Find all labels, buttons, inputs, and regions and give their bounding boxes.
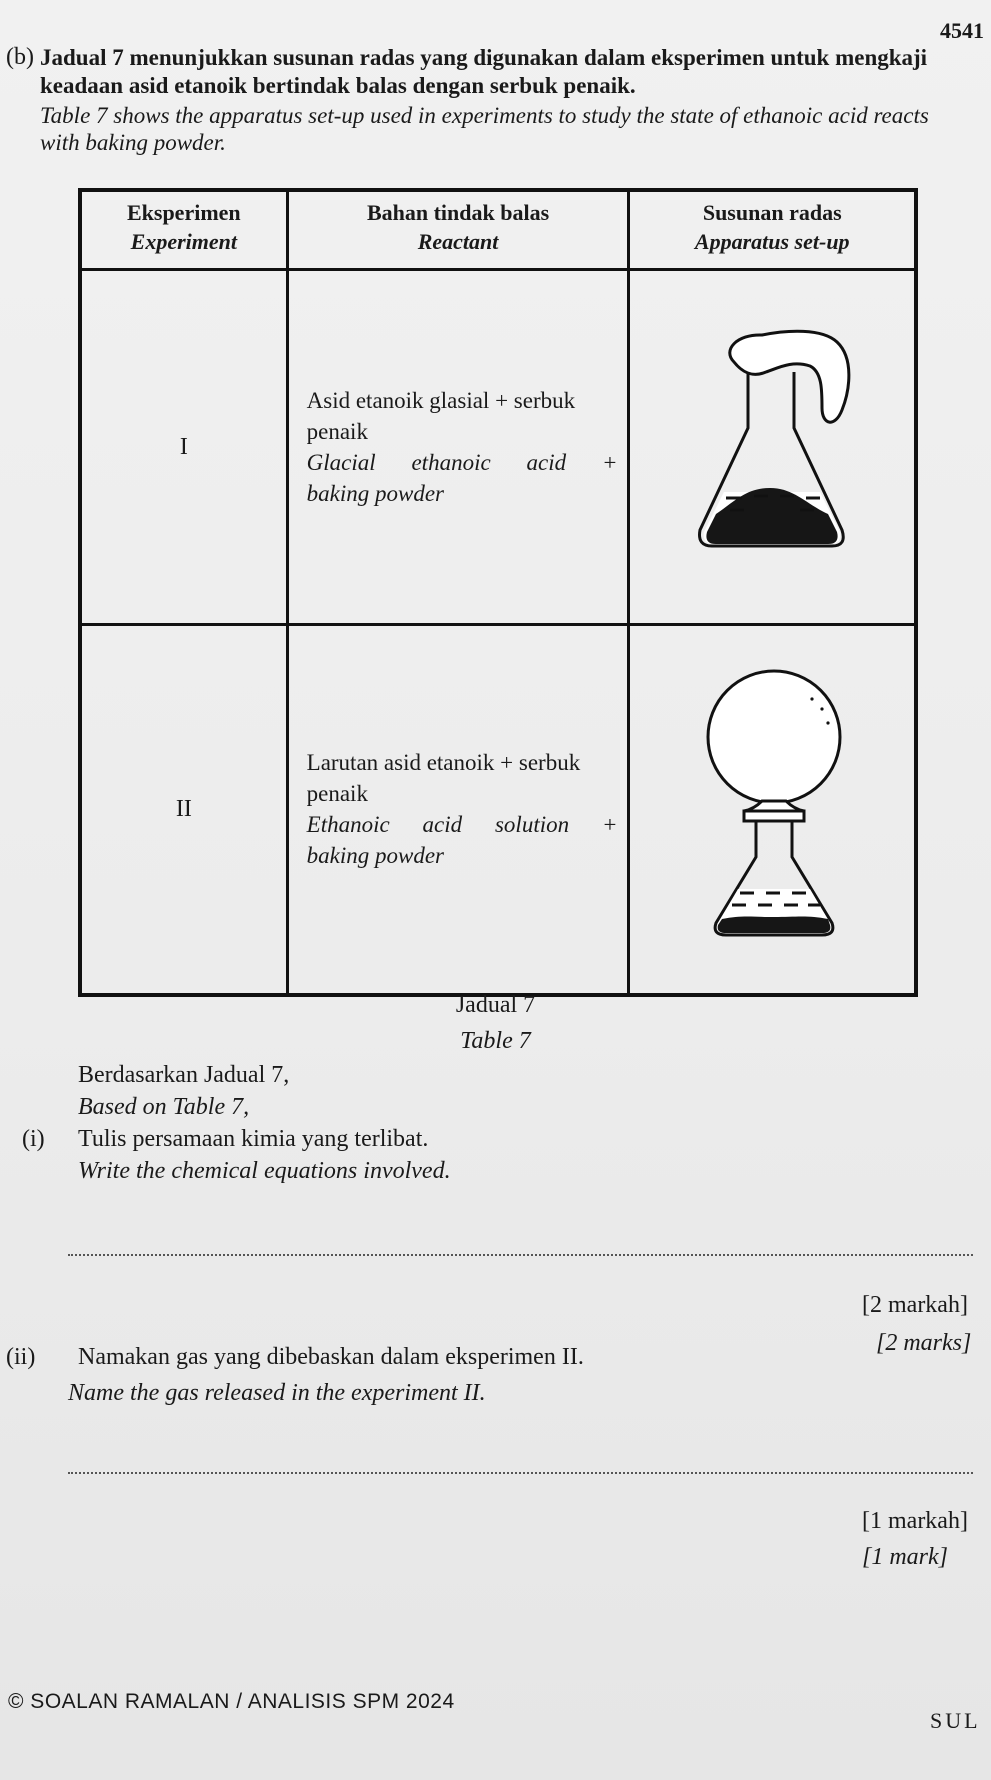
header-apparatus <box>629 190 916 270</box>
header-experiment <box>80 190 287 270</box>
table-row <box>80 270 916 625</box>
table-row <box>80 625 916 995</box>
header-apparatus-en: Apparatus set-up <box>694 229 850 254</box>
reactant-en-line2: baking powder <box>306 843 444 869</box>
reactant-ms: Larutan asid etanoik + serbuk penaik <box>306 750 581 807</box>
experiment-number: II <box>80 625 287 995</box>
table-caption-ms: Jadual 7 <box>455 992 536 1018</box>
question-label: (b) <box>6 44 34 70</box>
paper-code: 4541 <box>940 18 984 43</box>
reactant-cell <box>287 625 629 995</box>
marks-ii-en: [1 mark] <box>862 1544 949 1570</box>
answer-line-ii[interactable] <box>68 1472 973 1474</box>
part-i-label: (i) <box>22 1126 45 1152</box>
header-reactant-ms: Bahan tindak balas <box>366 200 550 225</box>
header-experiment-ms: Eksperimen <box>126 200 241 225</box>
part-ii-ms: Namakan gas yang dibebaskan dalam eksperimen II. <box>78 1344 584 1370</box>
reactant-en-line2: baking powder <box>306 481 444 506</box>
question-intro-english: Table 7 shows the apparatus set-up used in experiments to study the state of ethanoic acid reacts with baking powder. <box>40 103 929 155</box>
marks-ii-ms: [1 markah] <box>862 1508 968 1534</box>
part-ii-en: Name the gas released in the experiment II. <box>68 1380 486 1406</box>
table-header-row <box>80 190 916 270</box>
question-intro-malay: Jadual 7 menunjukkan susunan radas yang digunakan dalam eksperimen untuk mengkaji keadaan asid etanoik bertindak balas dengan serbuk penaik. <box>40 45 928 98</box>
part-ii-label: (ii) <box>6 1344 36 1370</box>
header-apparatus-ms: Susunan radas <box>702 200 842 225</box>
footer-sul: SUL <box>930 1708 981 1733</box>
apparatus-cell <box>629 270 916 625</box>
header-reactant <box>287 190 629 270</box>
marks-i-ms: [2 markah] <box>862 1292 968 1318</box>
conical-flask-deflated-balloon-icon <box>682 320 862 570</box>
apparatus-cell <box>629 625 916 995</box>
answer-line-i[interactable] <box>68 1254 973 1256</box>
header-reactant-en: Reactant <box>417 229 499 254</box>
reactant-en-line1: Glacial ethanoic acid + <box>306 450 618 475</box>
experiment-number: I <box>80 270 287 625</box>
marks-i-en: [2 marks] <box>876 1330 972 1356</box>
header-experiment-en: Experiment <box>130 229 237 254</box>
part-i-en: Write the chemical equations involved. <box>78 1158 451 1184</box>
reactant-en-line1: Ethanoic acid solution + <box>306 812 618 838</box>
based-on-ms: Berdasarkan Jadual 7, <box>78 1062 290 1088</box>
conical-flask-inflated-balloon-icon <box>682 667 862 947</box>
based-on-en: Based on Table 7, <box>78 1094 250 1120</box>
reactant-ms: Asid etanoik glasial + serbuk penaik <box>306 388 576 444</box>
part-i-ms: Tulis persamaan kimia yang terlibat. <box>78 1126 429 1152</box>
footer-copyright: © SOALAN RAMALAN / ANALISIS SPM 2024 <box>8 1690 455 1713</box>
table-caption-en: Table 7 <box>460 1028 531 1054</box>
reactant-cell <box>287 270 629 625</box>
table-7 <box>78 188 918 997</box>
